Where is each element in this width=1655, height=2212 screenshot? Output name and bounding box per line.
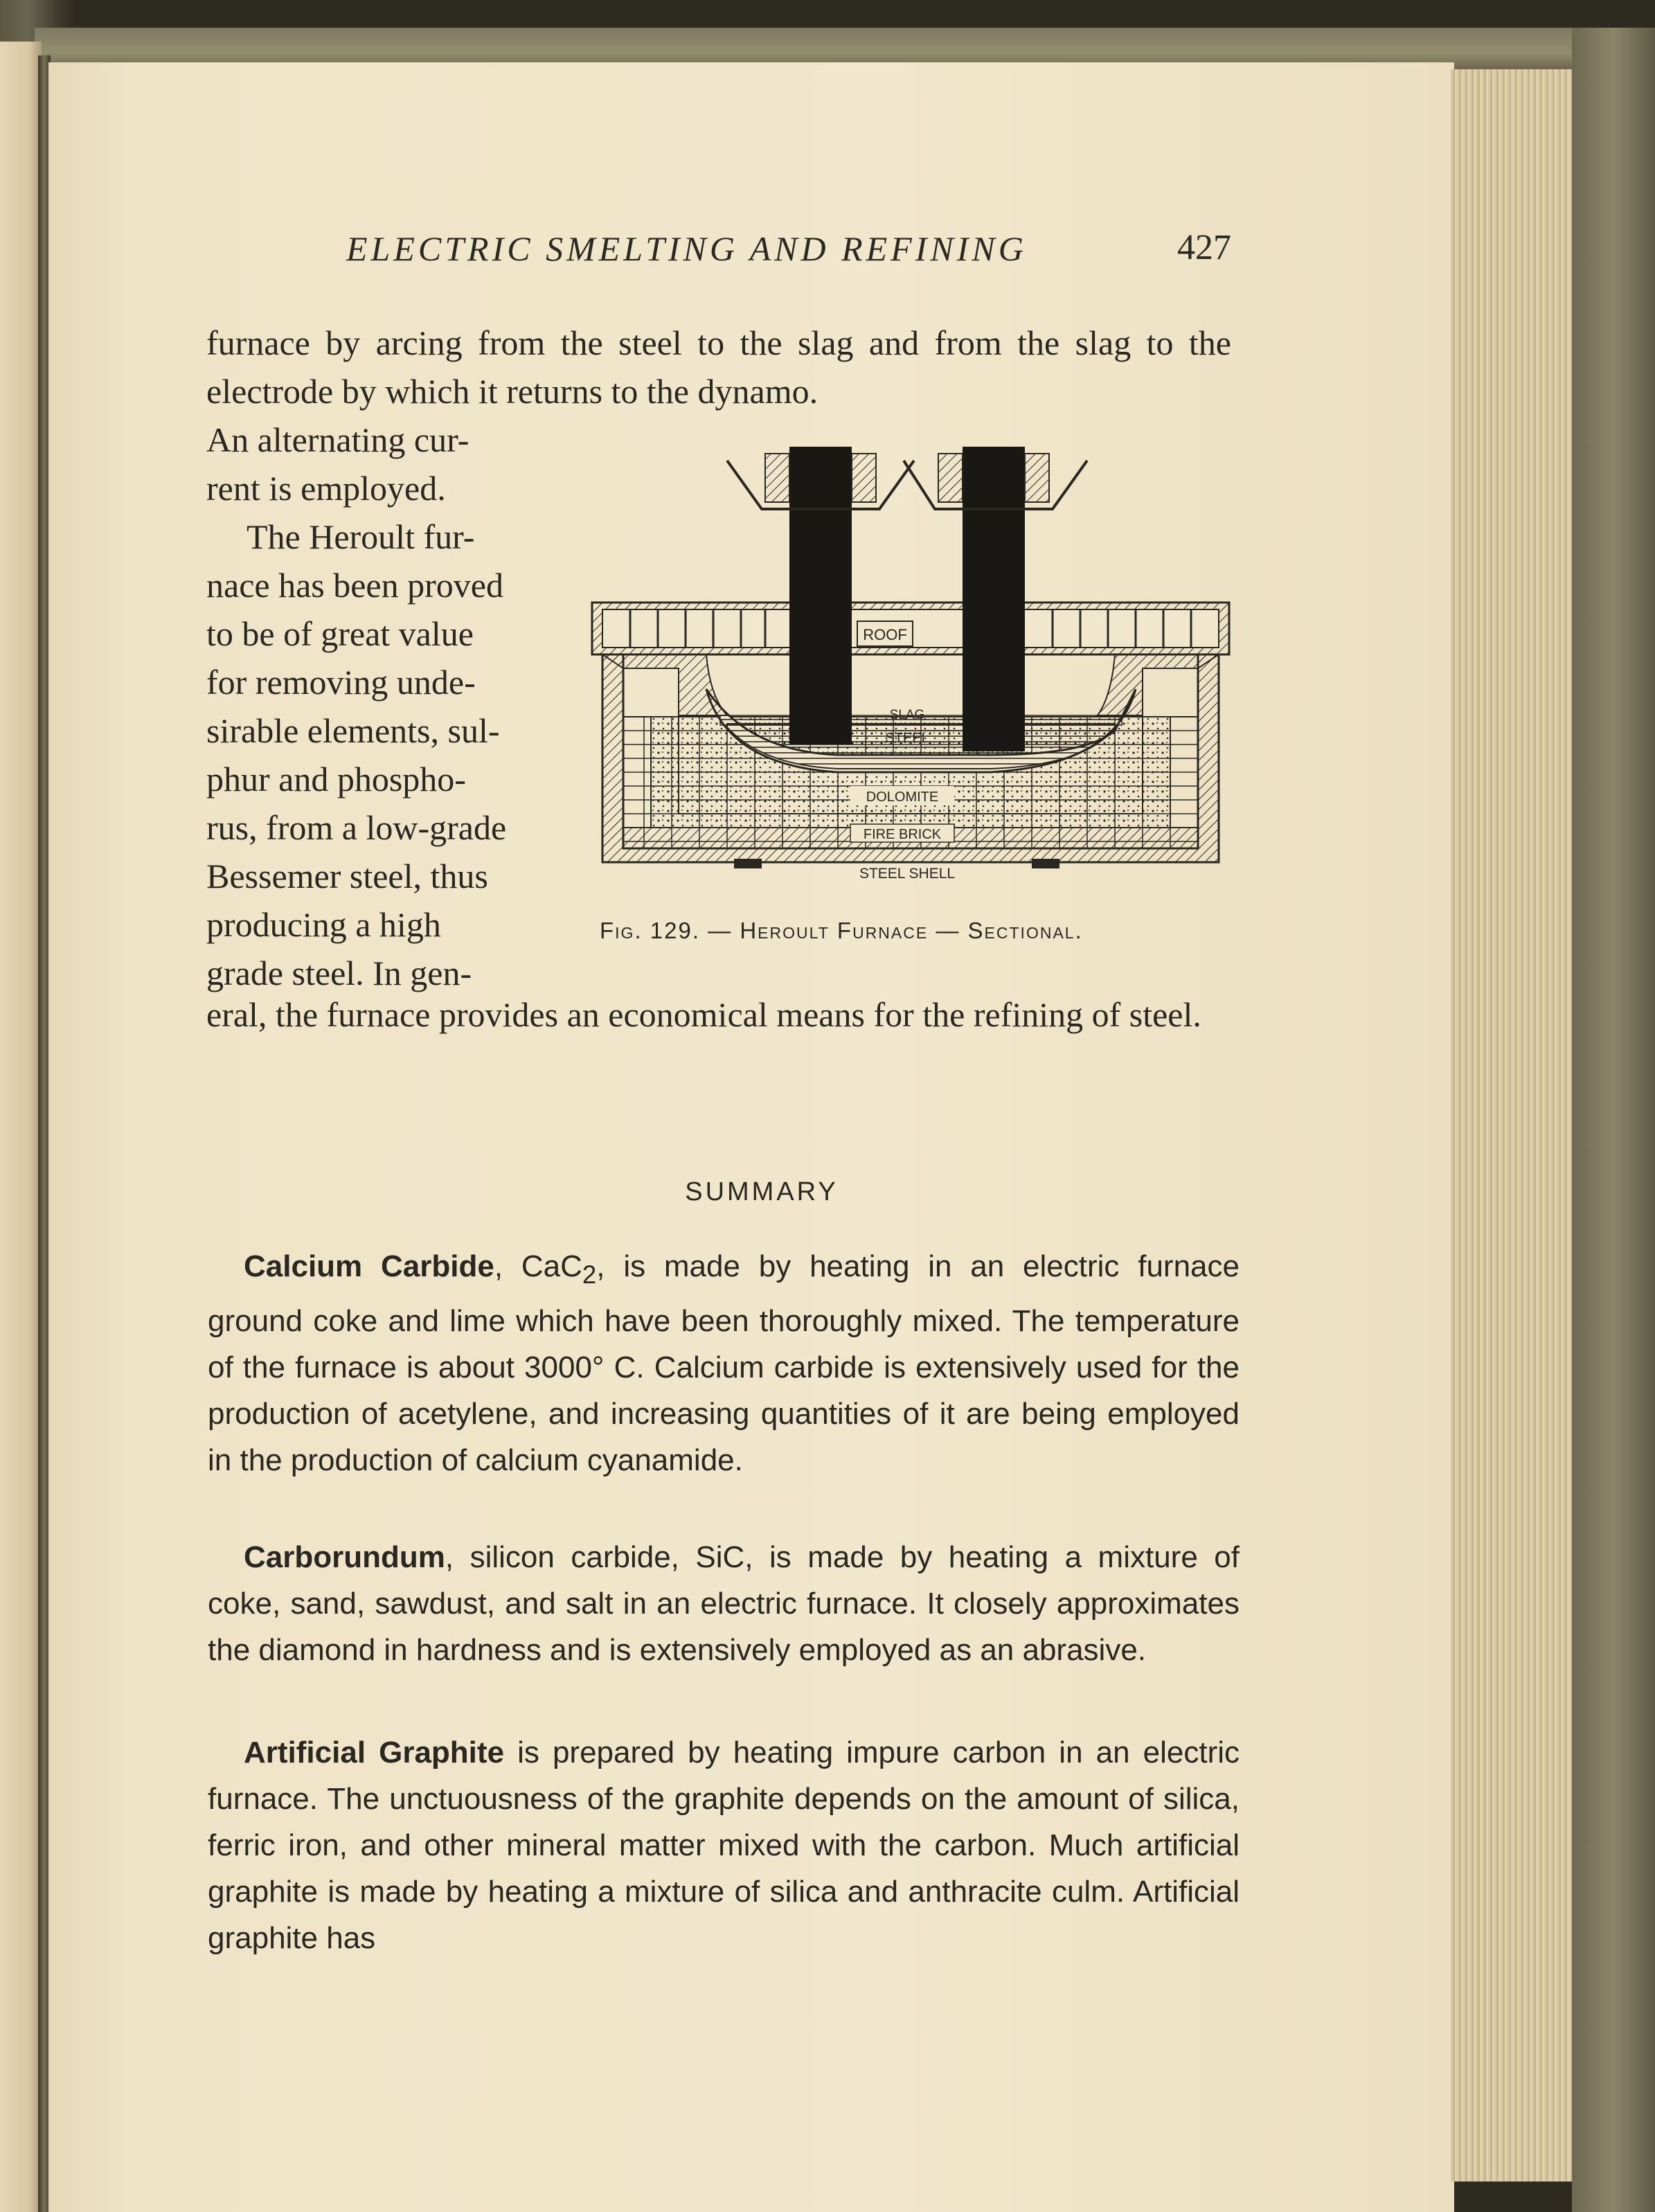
wrap-line: An alternating cur- xyxy=(206,420,469,459)
intro-line-2: slag to the electrode by which it returns to the dynamo. xyxy=(206,323,1231,411)
label-fire-brick: FIRE BRICK xyxy=(863,827,942,842)
intro-full-lines xyxy=(206,319,1231,416)
summary-paragraph-artificial-graphite xyxy=(208,1729,1240,1961)
figure-caption: Fig. 129. — Heroult Furnace — Sectional. xyxy=(600,918,1083,943)
term: Carborundum xyxy=(244,1540,445,1574)
label-slag: SLAG xyxy=(889,708,925,722)
paragraph-text: , silicon carbide, SiC, is made by heating a mixture of coke, sand, sawdust, and salt in an electric furnace. It closely approximates the diamond in hardness and is extensively employed as an abrasive. xyxy=(208,1540,1240,1667)
wrap-line: nace has been proved xyxy=(206,566,503,605)
label-roof: ROOF xyxy=(863,626,907,643)
page-number: 427 xyxy=(1177,228,1231,267)
wrap-line: Bessemer steel, thus xyxy=(206,857,488,895)
wrap-line: rent is employed. xyxy=(206,469,446,508)
wrap-line: sirable elements, sul- xyxy=(206,711,500,750)
label-steel: STEEL xyxy=(885,731,929,746)
wrap-line: The Heroult fur- xyxy=(247,517,475,556)
intro-tail: eral, the furnace provides an economical means for the refining of steel. xyxy=(206,995,1201,1034)
wrap-line: grade steel. In gen- xyxy=(206,954,472,992)
summary-paragraph-calcium-carbide: Calcium Carbide, CaC$_2$, is made by heating in an electric furnace ground coke and lime which have been thoroughly mixed. The temperature of the furnace is about 3000° C. Calcium carbide is extensively used for the production of acetylene, and increasing quantities of it are being employed in the production of calcium cyanamide. xyxy=(208,1249,1240,1477)
wrap-line: producing a high xyxy=(206,905,441,944)
formula-subscript: 2 xyxy=(582,1260,597,1289)
summary-heading: SUMMARY xyxy=(685,1177,839,1206)
electrodes xyxy=(727,447,1087,751)
wrap-line: to be of great value xyxy=(206,614,474,653)
paragraph-text: is prepared by heating impure carbon in an electric furnace. The unctuousness of the graphite depends on the amount of silica, ferric iron, and other mineral matter mixed with the carbon. Much artificial graphite is made by heating a mixture of silica and anthracite culm. Artificial graphite has xyxy=(208,1736,1240,1955)
intro-line-1: furnace by arcing from the steel to the slag and from the xyxy=(206,323,1060,362)
formula: CaC xyxy=(521,1249,582,1283)
wrap-line: phur and phospho- xyxy=(206,760,466,799)
paragraph-text: , is made by heating in an electric furnace ground coke and lime which have been thoroughly mixed. The temperature of the furnace is about 3000° C. Calcium carbide is extensively used for the production of acetylene, and increasing quantities of it are being employed in the production of calcium cyanamide. xyxy=(208,1249,1240,1477)
label-dolomite: DOLOMITE xyxy=(866,790,939,805)
intro-wrapped-lines xyxy=(206,416,566,997)
running-head: ELECTRIC SMELTING AND REFINING xyxy=(346,229,1027,268)
summary-paragraph-carborundum xyxy=(208,1534,1240,1673)
label-steel-shell: STEEL SHELL xyxy=(859,866,956,882)
wrap-line: for removing unde- xyxy=(206,663,476,702)
term: Calcium Carbide xyxy=(244,1249,494,1283)
wrap-line: rus, from a low-grade xyxy=(206,808,507,847)
heroult-furnace-figure xyxy=(589,440,1233,883)
term: Artificial Graphite xyxy=(244,1736,505,1769)
